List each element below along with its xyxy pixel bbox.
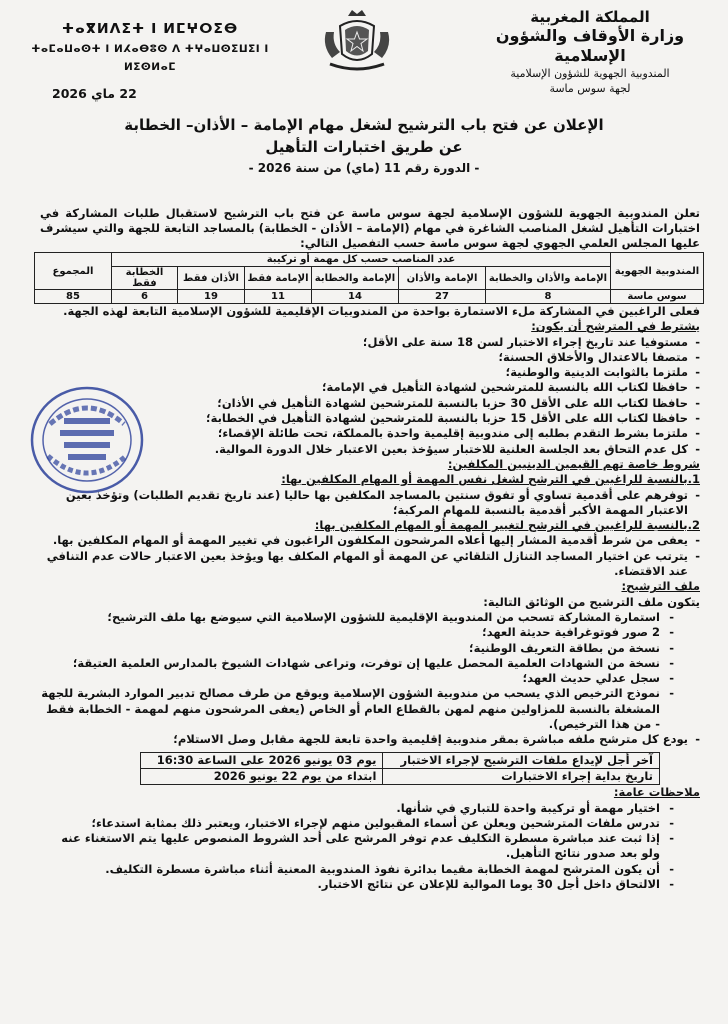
- table-row: [141, 752, 660, 768]
- list-item: - أن يكون المترشح لمهمة الخطابة مقيما بدائرة نفوذ المندوبية المعنية أثناء مباشرة مسطرة التكليف.: [40, 862, 660, 877]
- form-note: فعلى الراغبين في المشاركة ملء الاستمارة بواحدة من المندوبيات الإقليمية للشؤون الإسلامية التابعة لهذه الجهة.: [63, 304, 700, 318]
- ministry-name: وزارة الأوقاف والشؤون الإسلامية: [495, 26, 685, 65]
- value-cell: 6: [112, 290, 178, 304]
- list-item: - إذا ثبت عند مباشرة مسطرة التكليف عدم توفر المرشح على أحد الشروط المنصوص عليها يتم الاستغناء عنه ولو بعد صدور نتائج التأهيل.: [40, 831, 660, 862]
- file-intro: يتكون ملف الترشيح من الوثائق التالية:: [483, 594, 700, 609]
- titles: [80, 114, 648, 178]
- list-item: - حافظا لكتاب الله على الأقل 15 حزبا بالنسبة للمترشحين لشهادة التأهيل في الخطابة؛: [40, 411, 688, 426]
- list-item: - حافظا لكتاب الله بالنسبة للمترشحين لشهادة التأهيل في الإمامة؛: [40, 380, 688, 395]
- col-header: الإمامة فقط: [245, 267, 312, 290]
- value-cell: 11: [245, 290, 312, 304]
- special-conditions-title: شروط خاصة تهم القيمين الدينيين المكلفين:: [447, 456, 700, 471]
- list-item: - نموذج الترخيص الذي يسحب من مندوبية الشؤون الإسلامية ويوقع من طرف مصالح تدبير الموارد البشرية للجهة المشغلة بالنسبة للمزاولين منهم لمهن بالقطاع العام أو الخاص (يعفى المرشحون منهم لمهمة - الخطابة فقط - من هذا الترخيص).: [40, 686, 660, 732]
- sub-title: عن طريق اختبارات التأهيل: [265, 138, 463, 156]
- value-cell: 19: [178, 290, 245, 304]
- table-header-row: [35, 253, 704, 267]
- table-row: [35, 290, 704, 304]
- list-item: - يترتب عن اختيار المساجد التنازل التلقائي عن المهمة أو المهام المكلف بها ويؤخذ بعين الاعتبار حالات عدم التنافي عند الاقتضاء.: [40, 549, 688, 580]
- list-item: - توفرهم على أقدمية تساوي أو تفوق سنتين بالمساجد المكلفين بها حاليا (عند تاريخ تقديم الطلبات) وتؤخذ بعين الاعتبار المهمة الأكبر أقدمية بالنسبة للمهام المركبة؛: [40, 488, 688, 519]
- col-header: الأذان فقط: [178, 267, 245, 290]
- list-item: - نسخة من بطاقة التعريف الوطنية؛: [40, 641, 660, 656]
- date-value: ابتداء من يوم 22 يونيو 2026: [141, 768, 383, 784]
- header-left: [20, 18, 280, 76]
- kingdom-name: المملكة المغربية: [530, 8, 650, 26]
- list-item: - سجل عدلي حديث العهد؛: [40, 671, 660, 686]
- sub2-list: [40, 533, 700, 579]
- region-name: لجهة سوس ماسة: [549, 82, 631, 95]
- list-item: - ملتزما بالثوابت الدينية والوطنية؛: [40, 365, 688, 380]
- sub2-title: 2.بالنسبة للراغبين في الترشح لتغيير المهمة أو المهام المكلفين بها:: [314, 518, 700, 533]
- notes-title: ملاحظات عامة:: [613, 785, 700, 800]
- list-item: - استمارة المشاركة تسحب من المندوبية الإقليمية للشؤون الإسلامية التي سيوضع بها ملف الترشيح؛: [40, 610, 660, 625]
- ministry-name-tifinagh: ⵜⴰⵎⴰⵡⴰⵙⵜ ⵏ ⵍⵃⴰⴱⵓⵙ ⴷ ⵜⵖⴰⵡⵙⵉⵡⵉⵏ ⵏ ⵍⵉⵙⵍⴰⵎ: [31, 43, 269, 73]
- value-cell: 8: [486, 290, 611, 304]
- list-item: - كل عدم التحاق بعد الجلسة العلنية للاختبار سيؤخذ بعين الاعتبار خلال الدورة الموالية.: [40, 442, 688, 457]
- region-cell: سوس ماسة: [611, 290, 704, 304]
- header-right: [470, 8, 710, 96]
- col-header: الخطابة فقط: [112, 267, 178, 290]
- main-title: الإعلان عن فتح باب الترشيح لشغل مهام الإمامة – الأذان– الخطابة: [124, 116, 604, 134]
- sub1-title: 1.بالنسبة للراغبين في الترشح لشغل نفس المهمة أو المهام المكلفين بها:: [281, 472, 700, 487]
- list-item: - ملتزما بشرط التقدم بطلبه إلى مندوبية إقليمية واحدة بالمملكة، تحت طائلة الإقصاء؛: [40, 426, 688, 441]
- royal-emblem-icon: [318, 6, 396, 76]
- col-header: الإمامة والخطابة: [312, 267, 399, 290]
- list-item: - حافظا لكتاب الله على الأقل 30 حزبا بالنسبة للمترشحين لشهادة التأهيل في الأذان؛: [40, 396, 688, 411]
- list-item: - الالتحاق داخل أجل 30 يوما الموالية للإعلان عن نتائج الاختبار.: [40, 877, 660, 892]
- value-cell: 14: [312, 290, 399, 304]
- list-item: - تدرس ملفات المترشحين ويعلن عن أسماء المقبولين منهم لإجراء الاختبار، ويعتبر ذلك بمثابة استدعاء؛: [40, 816, 660, 831]
- col-header: الإمامة والأذان: [399, 267, 486, 290]
- list-item: - 2 صور فوتوغرافية حديثة العهد؛: [40, 625, 660, 640]
- official-stamp-icon: [28, 384, 146, 496]
- col-header: الإمامة والأذان والخطابة: [486, 267, 611, 290]
- table-subheader-row: [35, 267, 704, 290]
- date-label: تاريخ بداية إجراء الاختبارات: [383, 768, 660, 784]
- conditions-title: يشترط في المترشح أن يكون:: [531, 319, 700, 334]
- value-cell: 27: [399, 290, 486, 304]
- delegation-name: المندوبية الجهوية للشؤون الإسلامية: [510, 67, 670, 80]
- total-header: المجموع: [35, 253, 112, 290]
- deposit-note: - يودع كل مترشح ملفه مباشرة بمقر مندوبية إقليمية واحدة تابعة للجهة مقابل وصل الاستلام؛: [40, 732, 688, 747]
- table-row: [141, 768, 660, 784]
- deposit-list: [40, 732, 700, 747]
- session-line: - الدورة رقم 11 (ماي) من سنة 2026 -: [248, 161, 480, 175]
- file-list: [40, 610, 700, 732]
- dates-table: [140, 752, 660, 786]
- list-item: - اختيار مهمة أو تركيبة واحدة للتباري في شأنها.: [40, 801, 660, 816]
- intro-paragraph: تعلن المندوبية الجهوية للشؤون الإسلامية لجهة سوس ماسة عن فتح باب الترشيح لاستقبال طلبات المشاركة في اختبارات التأهيل لشغل المناصب الشاغرة في مهام (الإمامة – الأذان - الخطابة) بالمساجد التابعة للجهة والتي سيشرف عليها المجلس العلمي الجهوي لجهة سوس ماسة حسب التفصيل التالي:: [40, 206, 700, 250]
- list-item: - متصفا بالاعتدال والأخلاق الحسنة؛: [40, 350, 688, 365]
- total-cell: 85: [35, 290, 112, 304]
- list-item: - يعفى من شرط أقدمية المشار إليها أعلاه المرشحون المكلفون الراغبون في تغيير المهمة أو المهام المكلفين بها.: [40, 533, 688, 548]
- list-item: - نسخة من الشهادات العلمية المحصل عليها إن توفرت، وتراعى شهادات الشيوخ بالمدارس العلمية العتيقة؛: [40, 656, 660, 671]
- file-title: ملف الترشيح:: [621, 579, 700, 594]
- group-header: عدد المناصب حسب كل مهمة أو تركيبة: [112, 253, 611, 267]
- list-item: - مستوفيا عند تاريخ إجراء الاختبار لسن 18 سنة على الأقل؛: [40, 335, 688, 350]
- notes-list: [40, 801, 700, 893]
- positions-table: [34, 252, 704, 304]
- document-date: 22 ماي 2026: [52, 86, 137, 101]
- region-header: المندوبية الجهوية: [611, 253, 704, 290]
- date-value: يوم 03 يونيو 2026 على الساعة 16:30: [141, 752, 383, 768]
- kingdom-name-tifinagh: ⵜⴰⴳⵍⴷⵉⵜ ⵏ ⵍⵎⵖⵔⵉⴱ: [61, 21, 239, 37]
- date-label: آخر أجل لإيداع ملفات الترشيح لإجراء الاختبار: [383, 752, 660, 768]
